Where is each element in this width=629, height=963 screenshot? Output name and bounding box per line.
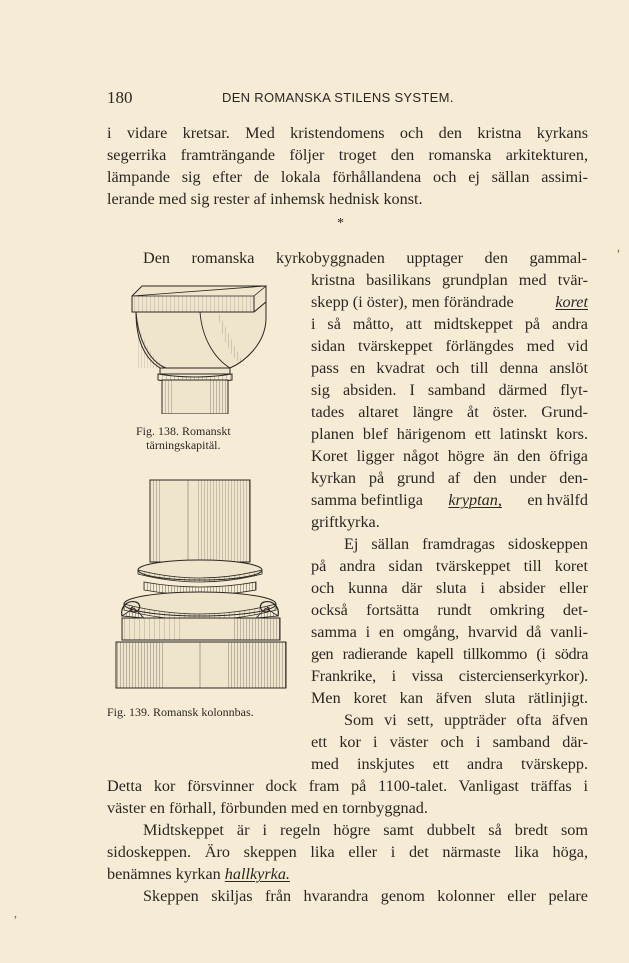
para2-line-12-start: samma befintliga	[311, 491, 423, 509]
running-title: DEN ROMANSKA STILENS SYSTEM.	[222, 90, 454, 105]
para2-line-12	[311, 492, 588, 508]
figure-138-caption-line-2: tärningskapitäl.	[146, 437, 221, 452]
term-hallkyrka: hallkyrka.	[224, 865, 290, 883]
page-number: 180	[107, 88, 133, 107]
para3-line-5: samma i en omgång, hvarvid då vanli-	[311, 623, 588, 641]
para2-line-3	[311, 294, 588, 310]
margin-mark-right: ,	[617, 240, 620, 254]
para3-line-7: Frankrike, i vissa cistercienserkyrkor).	[311, 667, 588, 685]
para5-line-1: Midtskeppet är i regeln högre samt dubbelt så bredt som	[143, 821, 588, 839]
para2-line-10: Koret ligger något högre än den öfriga	[311, 447, 588, 465]
para3-line-3: och kunna där sluta i absider eller	[311, 579, 588, 597]
para2-line-8: tades altaret längre åt öster. Grund-	[311, 403, 588, 421]
figure-139-caption: Fig. 139. Romansk kolonnbas.	[107, 705, 254, 719]
para2-line-7: sig absiden. I samband därmed flyt-	[311, 381, 588, 399]
para4-line-1: Som vi sett, uppträder ofta äfven	[344, 711, 588, 729]
para4-line-4: Detta kor försvinner dock fram på 1100-talet. Vanligast träffas i	[107, 777, 588, 795]
para4-line-2: ett kor i väster och i samband där-	[311, 733, 588, 751]
margin-mark-left: ,	[14, 906, 17, 920]
para2-line-9: planen blef härigenom ett latinskt kors.	[311, 425, 588, 443]
para6-line-1: Skeppen skiljas från hvarandra genom kolonner eller pelare	[143, 887, 588, 905]
figure-138-caption	[136, 425, 231, 453]
para4-line-5: väster en förhall, förbunden med en tornbyggnad.	[107, 799, 428, 817]
para2-line-6: pass en kvadrat och till denna anslöt	[311, 359, 588, 377]
para3-line-8: Men koret kan äfven sluta rätlinjigt.	[311, 689, 588, 707]
para3-line-2: på andra sidan tvärskeppet till koret	[311, 557, 588, 575]
para2-line-1: Den romanska kyrkobyggnaden upptager den gammal-	[143, 249, 587, 267]
figure-138-cubic-capital	[126, 282, 272, 414]
para2-line-2: kristna basilikans grundplan med tvär-	[311, 271, 588, 289]
para3-line-6: gen radierande kapell tillkommo (i södra	[311, 645, 588, 663]
para5-line-3	[107, 866, 290, 882]
term-kryptan: kryptan,	[448, 491, 502, 509]
figure-138-caption-line-1: Fig. 138. Romanskt	[136, 424, 231, 438]
figure-139-column-base	[114, 478, 292, 690]
term-koret: koret	[555, 293, 588, 311]
para1-line-1: i vidare kretsar. Med kristendomens och den kristna kyrkans	[107, 124, 588, 142]
para1-line-3: lämpande sig efter de lokala förhållandena och ej sällan assimi-	[107, 168, 588, 186]
para2-line-4: i så måtto, att midtskeppet på andra	[311, 315, 588, 333]
para2-line-11: kyrkan på grund af den under den-	[311, 469, 588, 487]
section-separator: *	[337, 216, 344, 231]
para5-line-2: sidoskeppen. Äro skeppen lika eller i det närmaste lika höga,	[107, 843, 588, 861]
para2-line-12-end: en hvälfd	[527, 491, 588, 509]
para1-line-2: segerrika framträngande följer troget den romanska arkitekturen,	[107, 146, 588, 164]
para1-line-4: lerande med sig rester af inhemsk hednisk konst.	[107, 190, 423, 208]
para4-line-3: med inskjutes ett andra tvärskepp.	[311, 755, 588, 773]
para3-line-1: Ej sällan framdragas sidoskeppen	[344, 535, 588, 553]
para2-line-5: sidan tvärskeppet förlängdes med vid	[311, 337, 588, 355]
para3-line-4: också fortsätta rundt omkring det-	[311, 601, 588, 619]
para5-line-3-text: benämnes kyrkan	[107, 865, 221, 883]
para2-line-3-text: skepp (i öster), men förändrade	[311, 293, 514, 311]
para2-line-13: griftkyrka.	[311, 513, 380, 531]
